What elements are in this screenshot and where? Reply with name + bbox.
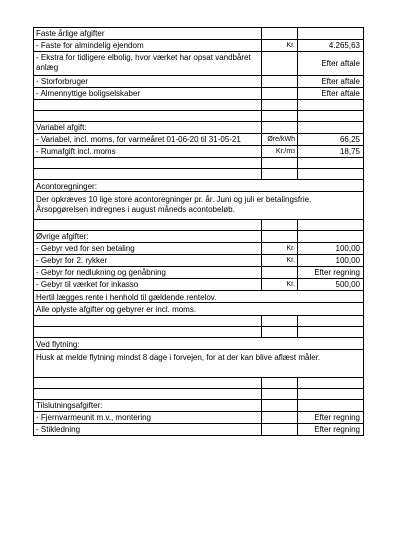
- row-unit: Kr.: [262, 279, 298, 290]
- table-row: [33, 424, 364, 436]
- row-unit: Kr.: [262, 243, 298, 254]
- flytning-text: Husk at melde flytning mindst 8 dage i forvejen, for at der kan blive aflæst måler.: [36, 353, 321, 362]
- row-value: Efter regning: [314, 268, 360, 277]
- spacer-row: [33, 389, 364, 400]
- row-unit: Kr.: [262, 255, 298, 266]
- row-value: 100,00: [335, 256, 360, 265]
- row-value: 4.265,63: [328, 41, 360, 50]
- section-heading-row: [33, 27, 364, 40]
- section-heading: Tilslutningsafgifter:: [34, 400, 262, 411]
- table-row: [33, 40, 364, 52]
- table-row: [33, 267, 364, 279]
- table-row: [33, 146, 364, 158]
- table-row: [33, 52, 364, 76]
- text-row: [33, 350, 364, 378]
- spacer-row: [33, 100, 364, 111]
- text-row: [33, 192, 364, 220]
- row-label: - Gebyr for nedlukning og genåbning: [34, 267, 262, 278]
- table-row: [33, 134, 364, 146]
- row-label: - Storforbruger: [34, 76, 262, 87]
- row-label: - Fjernvarmeunit m.v., montering: [34, 412, 262, 423]
- row-value: Efter aftale: [321, 58, 360, 68]
- section-heading: Acontoregninger:: [36, 182, 97, 191]
- section-heading-row: [33, 231, 364, 243]
- spacer-row: [33, 378, 364, 389]
- row-unit: Kr.: [262, 40, 298, 51]
- row-value: 66,25: [339, 135, 360, 144]
- section-heading: Faste årlige afgifter: [34, 28, 262, 39]
- section-heading-row: [33, 180, 364, 192]
- spacer-row: [33, 220, 364, 231]
- row-unit: [262, 88, 298, 99]
- row-value: 18,75: [339, 147, 360, 156]
- section-heading: Øvrige afgifter:: [34, 231, 262, 242]
- row-label: - Variabel, incl. moms, for varmeåret 01-06-20 til 31-05-21: [34, 134, 262, 145]
- table-row: [33, 255, 364, 267]
- note-row: [33, 303, 364, 316]
- note-text: Hertil lægges rente i henhold til gældende rentelov.: [36, 293, 217, 302]
- table-row: [33, 279, 364, 291]
- row-unit: $Kr./m^3$: [262, 146, 298, 157]
- row-label: - Ekstra for tidligere elbolig, hvor værket har opsat vandbåret anlæg: [34, 52, 262, 75]
- spacer-row: [33, 316, 364, 327]
- row-label: - Gebyr for 2. rykker: [34, 255, 262, 266]
- row-value: Efter regning: [314, 425, 360, 434]
- row-label: - Faste for almindelig ejendom: [34, 40, 262, 51]
- note-row: [33, 291, 364, 303]
- row-label: - Rumafgift incl. moms: [34, 146, 262, 157]
- table-row: [33, 88, 364, 100]
- row-label: - Gebyr til værket for inkasso: [34, 279, 262, 290]
- table-row: [33, 243, 364, 255]
- row-value: 500,00: [335, 280, 360, 289]
- row-unit: Øre/kWh: [262, 134, 298, 145]
- section-heading-row: [33, 338, 364, 350]
- section-heading: Ved flytning:: [36, 340, 80, 349]
- spacer-row: [33, 327, 364, 338]
- row-unit: [262, 52, 298, 75]
- aconto-text: Der opkræves 10 lige store acontoregninger pr. år. Juni og juli er betalingsfrie. Årsopgørelsen indregnes i august måneds acontobeløb.: [36, 195, 312, 214]
- row-unit: [262, 424, 298, 435]
- note-text: Alle oplyste afgifter og gebyrer er incl. moms.: [36, 305, 197, 314]
- spacer-row: [33, 169, 364, 180]
- row-unit: [262, 412, 298, 423]
- section-heading-row: [33, 400, 364, 412]
- row-value: Efter aftale: [321, 77, 360, 86]
- row-label: - Gebyr ved for sen betaling: [34, 243, 262, 254]
- row-label: - Stikledning: [34, 424, 262, 435]
- row-value: 100,00: [335, 244, 360, 253]
- row-value: Efter aftale: [321, 89, 360, 98]
- row-unit: [262, 267, 298, 278]
- row-label: - Almennyttige boligselskaber: [34, 88, 262, 99]
- tariff-table: [33, 27, 364, 436]
- table-row: [33, 412, 364, 424]
- row-unit: [262, 76, 298, 87]
- section-heading: Variabel afgift:: [34, 122, 262, 133]
- spacer-row: [33, 158, 364, 169]
- section-heading-row: [33, 122, 364, 134]
- row-value: Efter regning: [314, 413, 360, 422]
- spacer-row: [33, 111, 364, 122]
- table-row: [33, 76, 364, 88]
